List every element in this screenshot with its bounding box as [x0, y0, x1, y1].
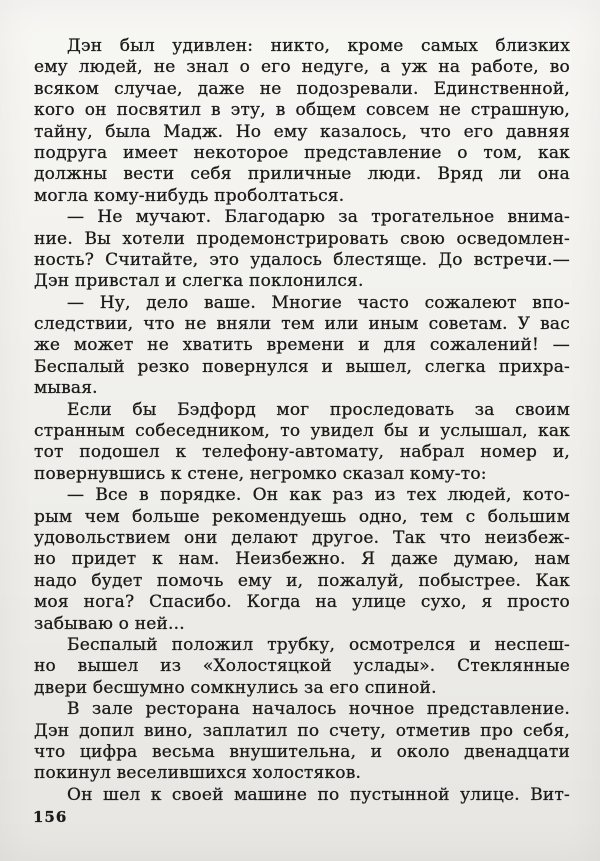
text-line: подруга имеет некоторое представление о том, как	[34, 142, 570, 163]
text-line: всяком случае, даже не подозревали. Единственной,	[34, 78, 570, 99]
text-line: ему людей, не знал о его недуге, а уж на работе, во	[34, 57, 570, 78]
text-line: могла кому-нибудь проболтаться.	[34, 185, 345, 206]
text-line: моя нога? Спасибо. Когда на улице сухо, я просто	[34, 592, 570, 613]
text-line: надо будет помочь ему и, пожалуй, побыстрее. Как	[34, 570, 570, 591]
text-line: но придет к нам. Неизбежно. Я даже думаю, нам	[34, 549, 570, 570]
text-line: Беспалый положил трубку, осмотрелся и неспеш-	[67, 634, 570, 655]
text-line: мывая.	[34, 378, 98, 399]
text-line: должны вести себя приличные люди. Вряд ли она	[34, 164, 570, 185]
text-line: тот подошел к телефону-автомату, набрал номер и,	[34, 442, 570, 463]
text-line: ность? Считайте, это удалось блестяще. До встречи.—	[34, 249, 570, 270]
text-line: же может не хватить времени и для сожалений! —	[34, 335, 570, 356]
text-line: Он шел к своей машине по пустынной улице. Вит-	[67, 784, 570, 805]
text-line: — Ну, дело ваше. Многие часто сожалеют впо-	[67, 292, 570, 313]
text-line: что цифра весьма внушительна, и около двенадцати	[34, 741, 570, 762]
text-line: Дэн допил вино, заплатил по счету, отметив про себя,	[34, 720, 570, 741]
text-line: повернувшись к стене, негромко сказал кому-то:	[34, 463, 487, 484]
text-line: ние. Вы хотели продемонстрировать свою осведомлен-	[34, 228, 570, 249]
text-line: двери бесшумно сомкнулись за его спиной.	[34, 677, 437, 698]
text-line: Дэн был удивлен: никто, кроме самых близких	[67, 36, 570, 56]
text-line: В зале ресторана началось ночное представление.	[67, 699, 570, 720]
text-line: Беспалый резко повернулся и вышел, слегка прихра-	[34, 356, 570, 377]
text-line: покинул веселившихся холостяков.	[34, 763, 362, 784]
text-line: — Не мучают. Благодарю за трогательное внима-	[67, 207, 570, 228]
text-line: рым чем больше рекомендуешь одно, тем с большим	[34, 506, 570, 527]
text-line: кого он посвятил в эту, в общем совсем не страшную,	[34, 100, 570, 121]
text-line: забываю о ней...	[34, 613, 185, 634]
text-line: — Все в порядке. Он как раз из тех людей, кото-	[67, 485, 570, 506]
text-line: но вышел из «Холостяцкой услады». Стеклянные	[34, 656, 570, 677]
text-line: Если бы Бэдфорд мог проследовать за своим	[67, 399, 570, 420]
text-line: удовольствием они делают другое. Так что неизбеж-	[34, 527, 570, 548]
text-line: странным собеседником, то увидел бы и услышал, как	[34, 421, 570, 442]
text-line: тайну, была Мадж. Но ему казалось, что его давняя	[34, 121, 570, 142]
page-number: 156	[33, 808, 68, 826]
page-text	[34, 36, 570, 806]
text-line: Дэн привстал и слегка поклонился.	[34, 271, 364, 292]
text-line: следствии, что не вняли тем или иным советам. У вас	[34, 314, 570, 335]
